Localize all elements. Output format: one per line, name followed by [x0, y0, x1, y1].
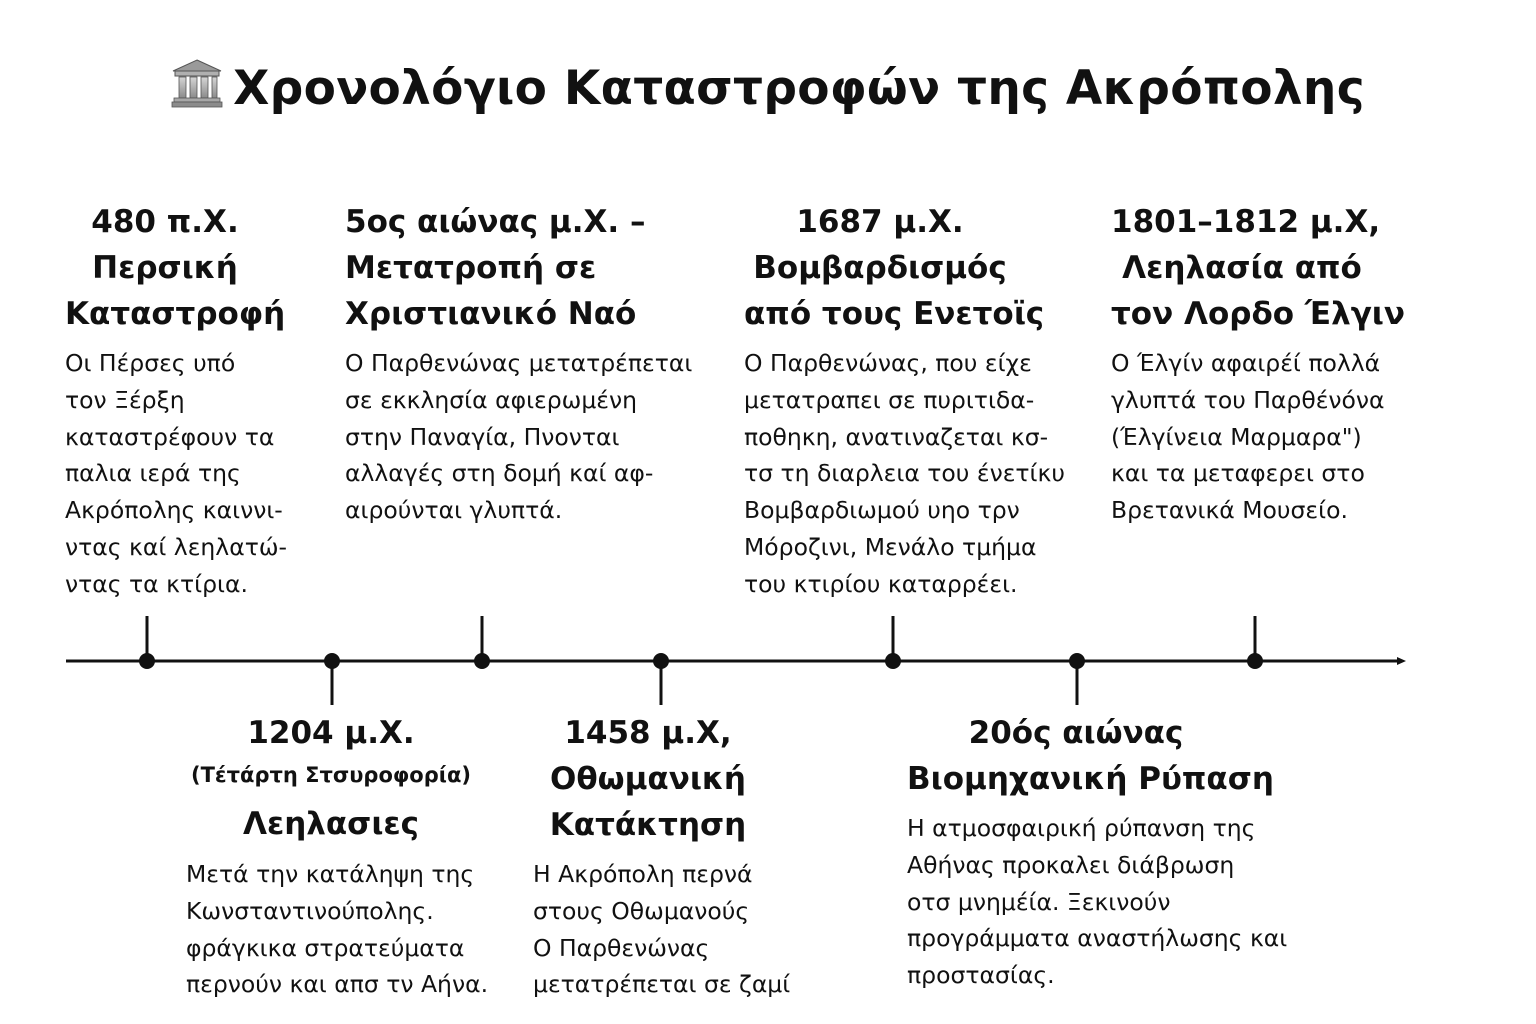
description-line: Βομβαρδιωμού υηο τρν [744, 496, 1020, 525]
event-title: Χριστιανικό Ναό [345, 296, 637, 332]
description-line: Οι Πέρσες υπό [65, 349, 236, 377]
description-line: Ακρόπολης καιννι- [65, 496, 283, 525]
event-heading [345, 199, 715, 337]
description-line: φράγκικα στρατεύματα [186, 933, 465, 962]
description-line: Βρετανικά Μουσείο. [1111, 496, 1348, 525]
marker-20th-century [1069, 653, 1085, 669]
event-description [744, 345, 1064, 603]
description-line: οτσ μνημέία. Ξεκινούν [907, 887, 1171, 916]
description-line: σε εκκλησία αφιερωμένη [345, 385, 637, 414]
description-line: του κτιρίου καταρρέει. [744, 569, 1018, 598]
description-line: καταστρέφουν τα [65, 422, 275, 451]
event-5th-century [345, 199, 715, 529]
event-date: 480 π.Χ. [91, 204, 239, 240]
description-line: Μετά την κατάληψη της [186, 860, 475, 888]
description-line: ποθηκη, ανατιναζεται κσ- [744, 422, 1049, 451]
description-line: Η ατμοσφαιρική ρύπανση της [907, 814, 1256, 842]
event-title: Καταστροφή [65, 296, 286, 332]
event-20th-century [907, 710, 1327, 994]
event-description [65, 345, 325, 603]
event-title: τον Λορδο Έλγιν [1111, 296, 1406, 332]
marker-1687 [885, 653, 901, 669]
event-heading [65, 199, 286, 337]
marker-1204 [324, 653, 340, 669]
event-title: Βομβαρδισμός [753, 250, 1007, 286]
event-title: από τους Ενετοϊς [744, 296, 1045, 332]
event-description [345, 345, 715, 529]
event-heading [186, 710, 476, 854]
event-title: Μετατροπή σε [345, 250, 597, 286]
description-line: και τα μεταφερει στο [1111, 459, 1365, 488]
description-line: αλλαγές στη δομή καί αφ- [345, 459, 654, 488]
event-heading [533, 710, 763, 848]
description-line: Κωνσταντινούπολης. [186, 896, 434, 925]
event-heading [907, 710, 1274, 802]
event-description [1111, 345, 1411, 529]
description-line: Η Ακρόπολη περνά [533, 860, 753, 888]
event-1801-1812 [1111, 199, 1411, 529]
description-line: Ο Παρθενώνας μετατρέπεται [345, 349, 693, 377]
description-line: στην Παναγία, Πνονται [345, 422, 620, 451]
event-date: 1801–1812 μ.Χ, [1111, 204, 1381, 240]
description-line: Ο Παρθενώνας, που είχε [744, 349, 1032, 377]
marker-5th-century [474, 653, 490, 669]
event-title: Βιομηχανική Ρύπαση [907, 761, 1274, 797]
event-description [533, 856, 823, 1003]
event-480bc [65, 199, 325, 603]
description-line: ντας καί λεηλατώ- [65, 532, 287, 561]
event-heading [744, 199, 1045, 337]
event-date: 1458 μ.Χ, [564, 715, 732, 751]
marker-1801 [1247, 653, 1263, 669]
event-title: Οθωμανική [550, 761, 746, 797]
description-line: Μόροζινι, Μενάλο τμήμα [744, 532, 1037, 561]
event-1204 [186, 710, 516, 1003]
description-line: περνούν και απσ τν Αήνα. [186, 970, 489, 999]
description-line: μετατρέπεται σε ζαμί [533, 970, 791, 999]
event-title: Περσική [92, 250, 238, 286]
event-description [907, 810, 1327, 994]
description-line: ντας τα κτίρια. [65, 569, 248, 598]
page-title: Χρονολόγιο Καταστροφών της Ακρόπολης [233, 61, 1365, 116]
description-line: γλυπτά του Παρθένόνα [1111, 385, 1385, 414]
description-line: αιρούνται γλυπτά. [345, 496, 563, 525]
description-line: προστασίας. [907, 961, 1055, 990]
description-line: Ο Έλγίν αφαιρέί πολλά [1111, 349, 1381, 377]
event-date: 1204 μ.Χ. [247, 715, 415, 751]
event-date: 5ος αιώνας μ.Χ. – [345, 204, 646, 240]
description-line: Ο Παρθενώνας [533, 933, 710, 962]
description-line: (Έλγίνεια Μαρμαρα") [1111, 422, 1362, 451]
description-line: Αθήνας προκαλει διάβρωση [907, 850, 1235, 879]
timeline-arrowhead [1397, 657, 1406, 665]
marker-480bc [139, 653, 155, 669]
event-1687 [744, 199, 1064, 603]
event-date: 1687 μ.Χ. [796, 204, 964, 240]
description-line: παλια ιερά της [65, 459, 241, 488]
description-line: στους Οθωμανούς [533, 896, 750, 925]
event-title: Κατάκτηση [549, 807, 747, 843]
marker-1458 [653, 653, 669, 669]
event-1458 [533, 710, 823, 1003]
event-description [186, 856, 516, 1003]
event-title: Λεηλασία από [1122, 250, 1362, 286]
event-title: Λεηλασιες [242, 806, 420, 842]
description-line: τσ τη διαρλεια του ένετίκυ [744, 459, 1065, 488]
event-heading [1111, 199, 1406, 337]
description-line: προγράμματα αναστήλωσης και [907, 924, 1288, 953]
event-date: 20ός αιώνας [968, 715, 1184, 751]
description-line: τον Ξέρξη [65, 385, 185, 414]
description-line: μετατραπει σε πυριτιδα- [744, 385, 1035, 414]
event-note: (Τέτάρτη Στσυροφορία) [191, 763, 471, 787]
